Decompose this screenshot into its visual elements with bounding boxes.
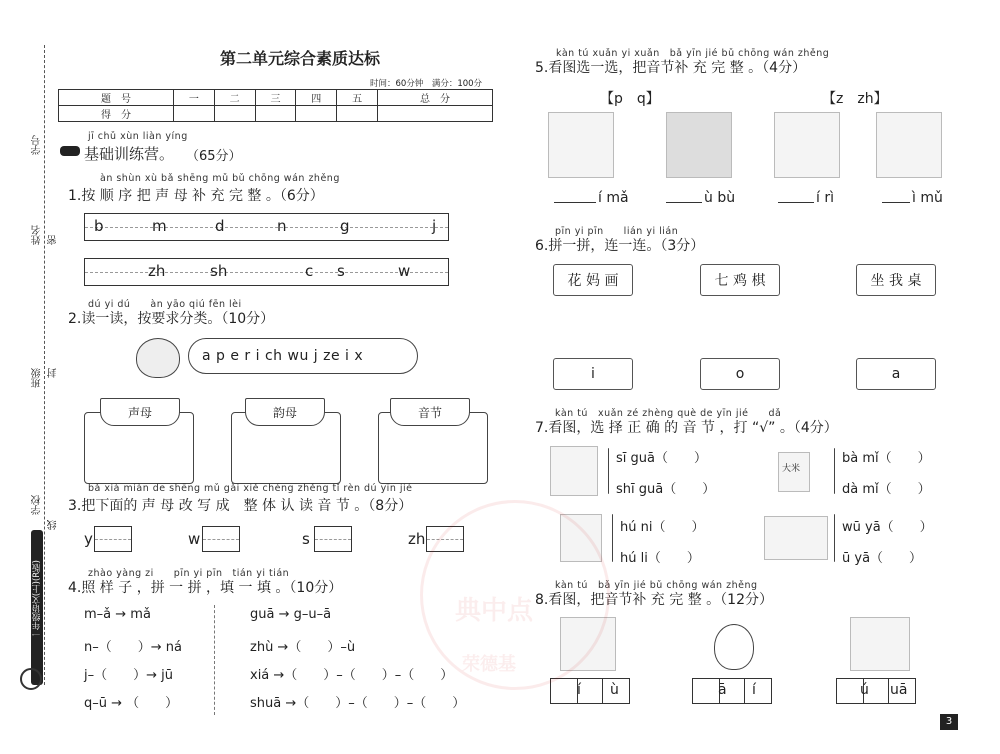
q4-left-item[interactable]: q–ū → （ ） xyxy=(84,696,179,711)
q5-syllable: ù bù xyxy=(704,190,736,206)
category-banner: 声母 xyxy=(100,398,180,426)
q7-bracket xyxy=(612,514,613,562)
q8-syllable: í xyxy=(577,682,581,698)
children-at-desk-picture xyxy=(774,112,840,178)
score-cell[interactable] xyxy=(214,106,255,122)
section1-points: （65分） xyxy=(186,149,242,164)
q3-letter: zh xyxy=(408,530,426,548)
q1-letter: m xyxy=(152,217,167,235)
side-label-xuehao: 学号 xyxy=(32,135,43,155)
score-cell[interactable] xyxy=(377,106,492,122)
watermark-text: 典中点 xyxy=(455,596,534,626)
q8-syllable: uā xyxy=(890,682,908,698)
side-label-xuexiao: 学校 xyxy=(32,495,43,515)
pear-picture xyxy=(714,624,754,670)
q8-syllable: í xyxy=(752,682,756,698)
q7-bracket xyxy=(834,448,835,494)
q1-text: 1.按 顺 序 把 声 母 补 充 完 整 。（6分） xyxy=(68,188,324,204)
q7-text: 7.看图，选 择 正 确 的 音 节 ，打 “√” 。（4分） xyxy=(535,420,838,436)
q6-top-card[interactable]: 坐 我 桌 xyxy=(856,264,936,296)
q8-syllable: ú xyxy=(860,682,869,698)
watermark-text: 荣德基 xyxy=(462,654,516,675)
letters-picture xyxy=(876,112,942,178)
q8-syllable: ù xyxy=(610,682,619,698)
q5-blank[interactable] xyxy=(666,202,702,203)
q6-bottom-card[interactable]: o xyxy=(700,358,780,390)
q4-text: 4.照 样 子 ，拼 一 拼 ，填 一 填 。（10分） xyxy=(68,580,343,596)
q5-group: 【p q】 xyxy=(600,91,660,107)
q5-group: 【z zh】 xyxy=(822,91,888,107)
q7-pinyin: kàn tú xuǎn zé zhèng què de yīn jié dǎ xyxy=(555,408,782,419)
section1-label: 基础训练营。 xyxy=(84,145,175,163)
q5-blank[interactable] xyxy=(882,202,910,203)
q7-option[interactable]: ū yā（ ） xyxy=(842,551,923,566)
score-header-cell: 一 xyxy=(173,90,214,106)
q7-option[interactable]: dà mǐ（ ） xyxy=(842,482,931,497)
q3-answer-box[interactable] xyxy=(202,526,240,552)
book-label: 一年级语文(上)(R版) xyxy=(32,560,42,639)
q6-bottom-card[interactable]: i xyxy=(553,358,633,390)
q1-grid-row2 xyxy=(84,258,449,286)
page-title: 第二单元综合素质达标 xyxy=(219,49,380,68)
side-label-xian: 线 xyxy=(48,520,59,530)
q4-pinyin: zhào yàng zi pīn yi pīn tián yi tián xyxy=(88,568,290,579)
score-header-cell: 题 号 xyxy=(59,90,174,106)
q5-syllable: í rì xyxy=(816,190,834,206)
q8-syllable: ā xyxy=(718,682,727,698)
side-label-mi: 密 xyxy=(48,235,59,245)
q1-letter: g xyxy=(340,217,350,235)
logo-icon xyxy=(20,668,42,690)
q6-bottom-card[interactable]: a xyxy=(856,358,936,390)
q3-letter: y xyxy=(84,530,93,548)
q2-pinyin: dú yi dú àn yāo qiú fēn lèi xyxy=(88,299,242,310)
score-label-cell: 得 分 xyxy=(59,106,174,122)
q4-right-item[interactable]: shuā →（ ）–（ ）–（ ） xyxy=(250,696,466,711)
q1-letter: n xyxy=(277,217,287,235)
q3-letter: w xyxy=(188,530,201,548)
q3-pinyin: bǎ xià miàn de shēng mǔ gǎi xiě chéng zhěng tǐ rèn dú yīn jié xyxy=(88,483,413,494)
q4-right-item[interactable]: xiá →（ ）–（ ）–（ ） xyxy=(250,668,454,683)
section-marker xyxy=(60,146,80,156)
q6-top-card[interactable]: 花 妈 画 xyxy=(553,264,633,296)
q7-bracket xyxy=(834,514,835,562)
time-info: 时间：60分钟 满分：100分 xyxy=(370,79,483,89)
score-cell[interactable] xyxy=(296,106,337,122)
q2-text: 2.读一读，按要求分类。（10分） xyxy=(68,311,275,327)
q7-option[interactable]: hú li（ ） xyxy=(620,551,700,566)
q8-pinyin: kàn tú bǎ yīn jié bǔ chōng wán zhěng xyxy=(555,580,758,591)
q4-right-item[interactable]: zhù →（ ）–ù xyxy=(250,640,356,655)
q1-letter: zh xyxy=(148,262,166,280)
score-cell[interactable] xyxy=(255,106,296,122)
q5-pinyin: kàn tú xuǎn yi xuǎn bǎ yīn jié bǔ chōng wán zhěng xyxy=(556,48,830,59)
page-number: 3 xyxy=(940,714,958,730)
category-banner: 音节 xyxy=(390,398,470,426)
q1-letter: j xyxy=(432,217,437,235)
q1-letter: c xyxy=(305,262,314,280)
horse-rider-picture xyxy=(548,112,614,178)
score-cell[interactable] xyxy=(173,106,214,122)
q5-text: 5.看图选一选，把音节补 充 完 整 。（4分） xyxy=(535,60,807,76)
q5-blank[interactable] xyxy=(554,202,596,203)
score-table xyxy=(58,89,493,122)
score-header-cell: 五 xyxy=(337,90,378,106)
q7-option[interactable]: wū yā（ ） xyxy=(842,520,933,535)
score-header-cell: 二 xyxy=(214,90,255,106)
q7-bracket xyxy=(608,448,609,494)
raccoon-icon xyxy=(136,338,180,378)
q1-letter: w xyxy=(398,262,411,280)
q3-text: 3.把下面的 声 母 改 写 成 整 体 认 读 音 节 。（8分） xyxy=(68,498,413,514)
q6-top-card[interactable]: 七 鸡 棋 xyxy=(700,264,780,296)
loofah-picture xyxy=(550,446,598,496)
q3-letter: s xyxy=(302,530,310,548)
q1-letter: s xyxy=(337,262,345,280)
section1-pinyin: jī chǔ xùn liàn yíng xyxy=(88,131,188,142)
q5-syllable: ì mǔ xyxy=(912,190,943,206)
q3-answer-box[interactable] xyxy=(94,526,132,552)
q7-option[interactable]: shī guā（ ） xyxy=(616,482,716,497)
q7-option[interactable]: sī guā（ ） xyxy=(616,451,707,466)
q4-left-item[interactable]: j–（ ）→ jū xyxy=(84,668,173,683)
chrysanthemum-picture xyxy=(850,617,910,671)
q3-answer-box[interactable] xyxy=(314,526,352,552)
q1-grid-row1 xyxy=(84,213,449,241)
rice-bag-picture xyxy=(778,452,810,492)
category-banner: 韵母 xyxy=(245,398,325,426)
q1-letter: b xyxy=(94,217,104,235)
q4-left-item[interactable]: n–（ ）→ ná xyxy=(84,640,182,655)
rice-bag-label: 大米 xyxy=(782,464,801,474)
q5-syllable: í mǎ xyxy=(598,190,629,206)
bubble-text: a p e r i ch wu j ze i x xyxy=(202,348,364,364)
q6-pinyin: pīn yi pīn lián yi lián xyxy=(555,226,679,237)
side-label-feng: 封 xyxy=(48,368,59,378)
q1-letter: sh xyxy=(210,262,228,280)
q7-option[interactable]: bà mǐ（ ） xyxy=(842,451,931,466)
q4-right-item: guā → g–u–ā xyxy=(250,607,332,622)
q4-left-item: m–ǎ → mǎ xyxy=(84,607,151,622)
q4-divider xyxy=(214,605,215,715)
score-header-cell: 总 分 xyxy=(377,90,492,106)
score-header-cell: 三 xyxy=(255,90,296,106)
q8-cell-group[interactable] xyxy=(692,678,772,704)
score-cell[interactable] xyxy=(337,106,378,122)
waterfall-picture xyxy=(666,112,732,178)
crow-picture xyxy=(764,516,828,560)
q1-pinyin: àn shùn xù bǎ shēng mǔ bǔ chōng wán zhěng xyxy=(100,173,340,184)
q6-text: 6.拼一拼，连一连。（3分） xyxy=(535,238,705,254)
score-header-cell: 四 xyxy=(296,90,337,106)
q7-option[interactable]: hú ni（ ） xyxy=(620,520,705,535)
side-label-banji: 班级 xyxy=(32,368,43,388)
q1-letter: d xyxy=(215,217,225,235)
side-label-xingming: 姓名 xyxy=(32,225,43,245)
q5-blank[interactable] xyxy=(778,202,814,203)
q8-text: 8.看图，把音节补 充 完 整 。（12分） xyxy=(535,592,773,608)
